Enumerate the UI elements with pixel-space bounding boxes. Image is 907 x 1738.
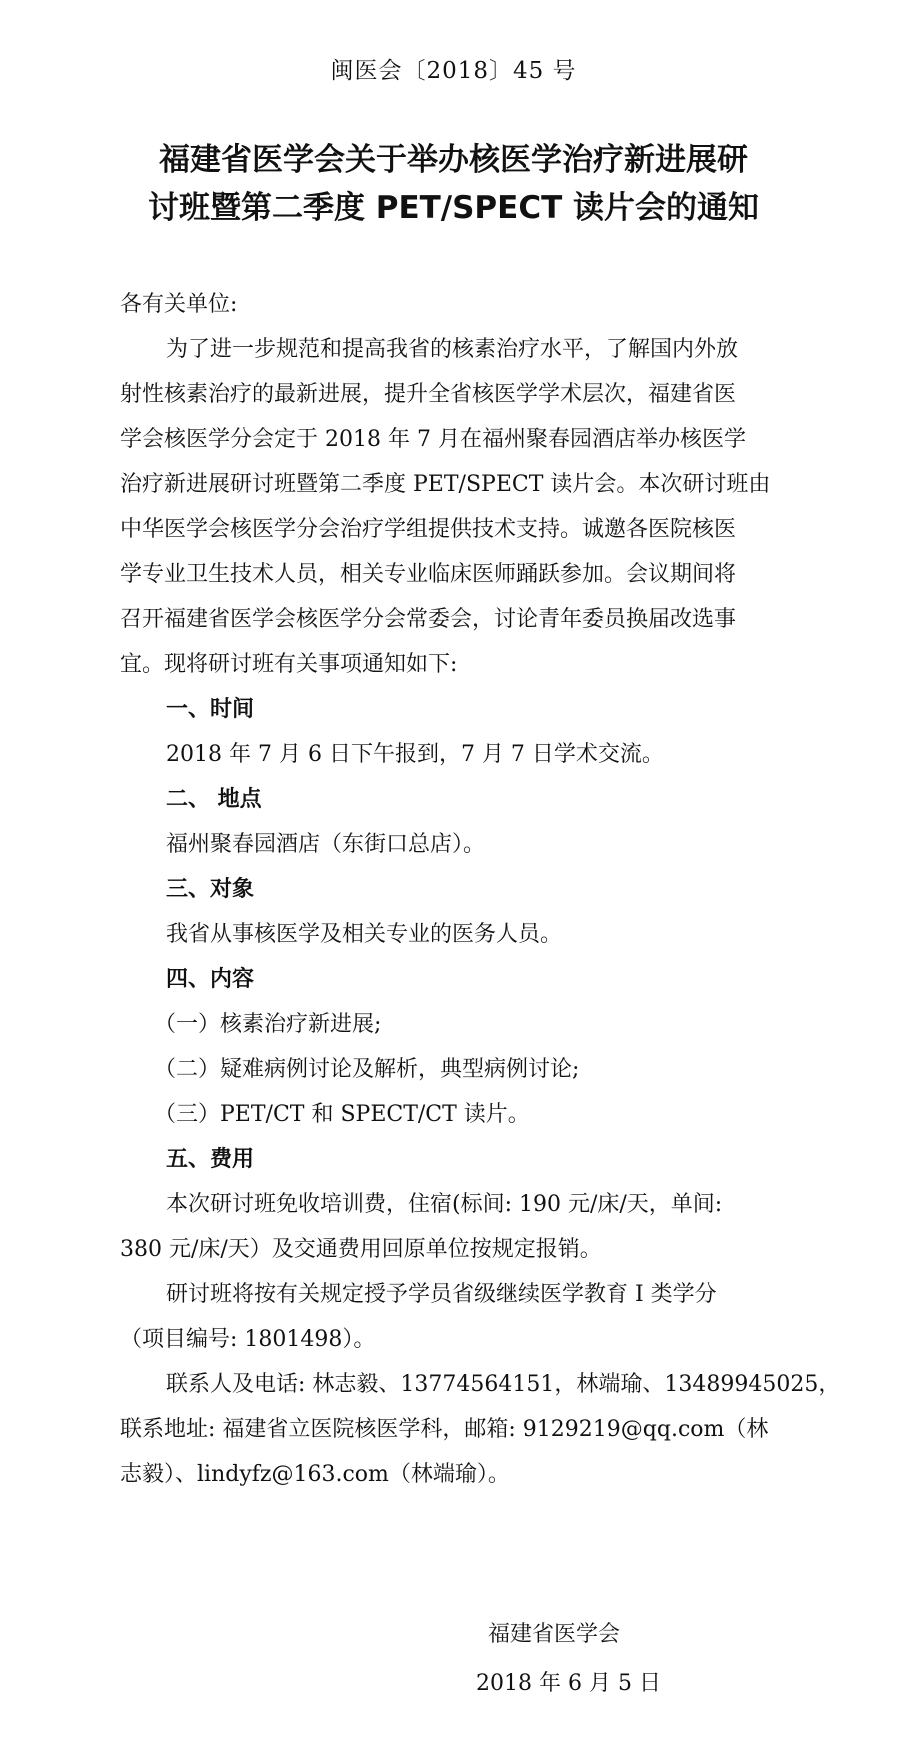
document-number: 闽医会〔2018〕45 号	[330, 58, 577, 84]
section-heading-time: 一、时间	[166, 697, 255, 722]
signature-date: 2018 年 6 月 5 日	[476, 1671, 661, 1696]
intro-line: 射性核素治疗的最新进展，提升全省核医学学术层次，福建省医	[120, 382, 737, 407]
section-text-time: 2018 年 7 月 6 日下午报到，7 月 7 日学术交流。	[166, 742, 664, 767]
intro-line: 治疗新进展研讨班暨第二季度 PET/SPECT 读片会。本次研讨班由	[120, 472, 771, 497]
intro-line: 为了进一步规范和提高我省的核素治疗水平，了解国内外放	[166, 337, 739, 362]
fees-line: 380 元/床/天）及交通费用回原单位按规定报销。	[120, 1237, 602, 1262]
signature-organization: 福建省医学会	[488, 1622, 621, 1647]
intro-line: 学会核医学分会定于 2018 年 7 月在福州聚春园酒店举办核医学	[120, 427, 746, 452]
content-item: （二）疑难病例讨论及解析，典型病例讨论;	[154, 1057, 580, 1082]
document-title	[60, 136, 847, 232]
intro-line: 召开福建省医学会核医学分会常委会，讨论青年委员换届改选事	[120, 607, 737, 632]
section-heading-place: 二、 地点	[166, 787, 262, 812]
salutation: 各有关单位:	[120, 292, 238, 317]
document-body	[120, 282, 841, 1497]
section-heading-audience: 三、对象	[166, 877, 255, 902]
credit-line: 研讨班将按有关规定授予学员省级继续医学教育 I 类学分	[166, 1282, 717, 1307]
contact-line: 联系人及电话: 林志毅、13774564151，林端瑜、13489945025，	[166, 1372, 841, 1397]
credit-line: （项目编号: 1801498）。	[120, 1327, 376, 1352]
section-heading-fees: 五、费用	[166, 1147, 255, 1172]
title-line-1: 福建省医学会关于举办核医学治疗新进展研	[159, 142, 748, 178]
intro-line: 宜。现将研讨班有关事项通知如下:	[120, 652, 458, 677]
section-heading-content: 四、内容	[166, 967, 255, 992]
fees-line: 本次研讨班免收培训费，住宿(标间: 190 元/床/天，单间:	[166, 1192, 723, 1217]
contact-line: 志毅）、lindyfz@163.com（林端瑜）。	[120, 1462, 510, 1487]
intro-paragraph	[120, 327, 788, 687]
section-text-place: 福州聚春园酒店（东街口总店）。	[166, 832, 486, 857]
content-item: （三）PET/CT 和 SPECT/CT 读片。	[154, 1102, 530, 1127]
content-item: （一）核素治疗新进展;	[154, 1012, 382, 1037]
title-line-2: 讨班暨第二季度 PET/SPECT 读片会的通知	[147, 190, 760, 226]
section-text-audience: 我省从事核医学及相关专业的医务人员。	[166, 922, 563, 947]
contact-line: 联系地址: 福建省立医院核医学科，邮箱: 9129219@qq.com（林	[120, 1417, 769, 1442]
intro-line: 学专业卫生技术人员，相关专业临床医师踊跃参加。会议期间将	[120, 562, 737, 587]
intro-line: 中华医学会核医学分会治疗学组提供技术支持。诚邀各医院核医	[120, 517, 737, 542]
